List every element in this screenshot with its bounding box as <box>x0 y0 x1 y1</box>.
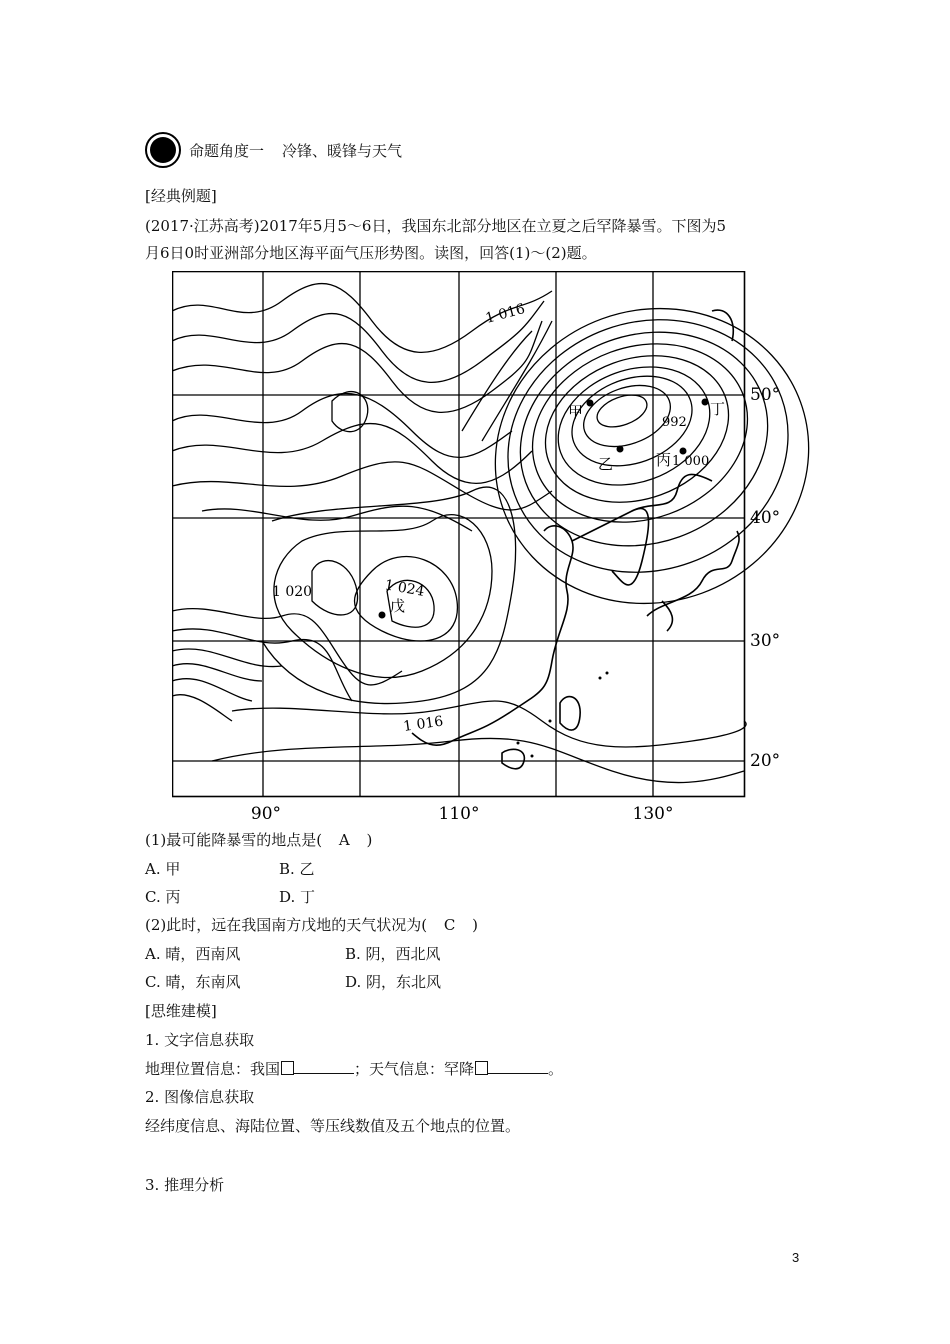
isobar-label: 1 024 <box>383 577 426 600</box>
question-2-stem: (2)此时，远在我国南方戊地的天气状况为( <box>145 916 428 934</box>
isobar-label: 1 016 <box>483 301 527 327</box>
intro-line-2: 月6日0时亚洲部分地区海平面气压形势图。读图，回答(1)～(2)题。 <box>145 244 597 262</box>
lat-label: 30° <box>750 631 781 651</box>
question-2: (2)此时，远在我国南方戊地的天气状况为( C ) <box>145 916 479 934</box>
isobar-label: 1 000 <box>672 454 710 469</box>
fill-blank[interactable] <box>294 1061 354 1074</box>
section-heading <box>145 130 402 170</box>
option-a: A. 晴，西南风 <box>145 945 241 963</box>
option-c: C. 丙 <box>145 888 181 906</box>
isobar-label: 1 016 <box>402 713 445 735</box>
lon-label: 110° <box>438 804 480 824</box>
step-3-title: 3. 推理分析 <box>145 1176 225 1194</box>
option-a: A. 甲 <box>145 860 181 878</box>
label-model: [思维建模] <box>145 1002 217 1020</box>
place-ding: 丁 <box>710 400 726 418</box>
heading-topic: 冷锋、暖锋与天气 <box>282 141 403 160</box>
question-1: (1)最可能降暴雪的地点是( A ) <box>145 831 373 849</box>
page-number: 3 <box>792 1250 800 1265</box>
option-c: C. 晴，东南风 <box>145 973 241 991</box>
isobar-label: 992 <box>662 415 687 430</box>
question-2-answer: C <box>443 916 456 934</box>
question-1-options-row <box>145 887 316 907</box>
step-1-title: 1. 文字信息获取 <box>145 1031 255 1049</box>
place-bing: 丙 <box>656 451 672 469</box>
question-1-stem: (1)最可能降暴雪的地点是( <box>145 831 323 849</box>
place-yi: 乙 <box>598 455 614 473</box>
step-2-title: 2. 图像信息获取 <box>145 1088 255 1106</box>
lon-label: 130° <box>632 804 674 824</box>
option-d: D. 丁 <box>279 888 316 906</box>
intro-line-1: (2017·江苏高考)2017年5月5～6日，我国东北部分地区在立夏之后罕降暴雪。下图为5 <box>145 217 726 235</box>
label-example: [经典例题] <box>145 187 217 205</box>
lon-label: 90° <box>250 804 282 824</box>
question-2-options-row <box>145 944 441 964</box>
bullet-circle-icon <box>145 132 181 168</box>
question-1-answer: A <box>338 831 350 849</box>
step-1-body: 地理位置信息：我国 ；天气信息：罕降 。 <box>145 1060 564 1078</box>
question-2-options-row <box>145 972 442 992</box>
lat-label: 40° <box>750 508 781 528</box>
answer-box <box>281 1061 294 1075</box>
isobar-label: 1 020 <box>272 584 313 600</box>
lat-label: 50° <box>750 385 781 405</box>
option-b: B. 阴，西北风 <box>345 945 441 963</box>
place-wu: 戊 <box>390 597 406 615</box>
pressure-map <box>172 271 812 831</box>
lat-label: 20° <box>750 751 781 771</box>
option-b: B. 乙 <box>279 860 315 878</box>
heading-main: 命题角度一 <box>189 141 265 160</box>
option-d: D. 阴，东北风 <box>345 973 442 991</box>
question-1-options-row <box>145 859 315 879</box>
fill-blank[interactable] <box>488 1061 548 1074</box>
step-2-body: 经纬度信息、海陆位置、等压线数值及五个地点的位置。 <box>145 1117 521 1135</box>
place-jia: 甲 <box>568 403 584 421</box>
answer-box <box>475 1061 488 1075</box>
